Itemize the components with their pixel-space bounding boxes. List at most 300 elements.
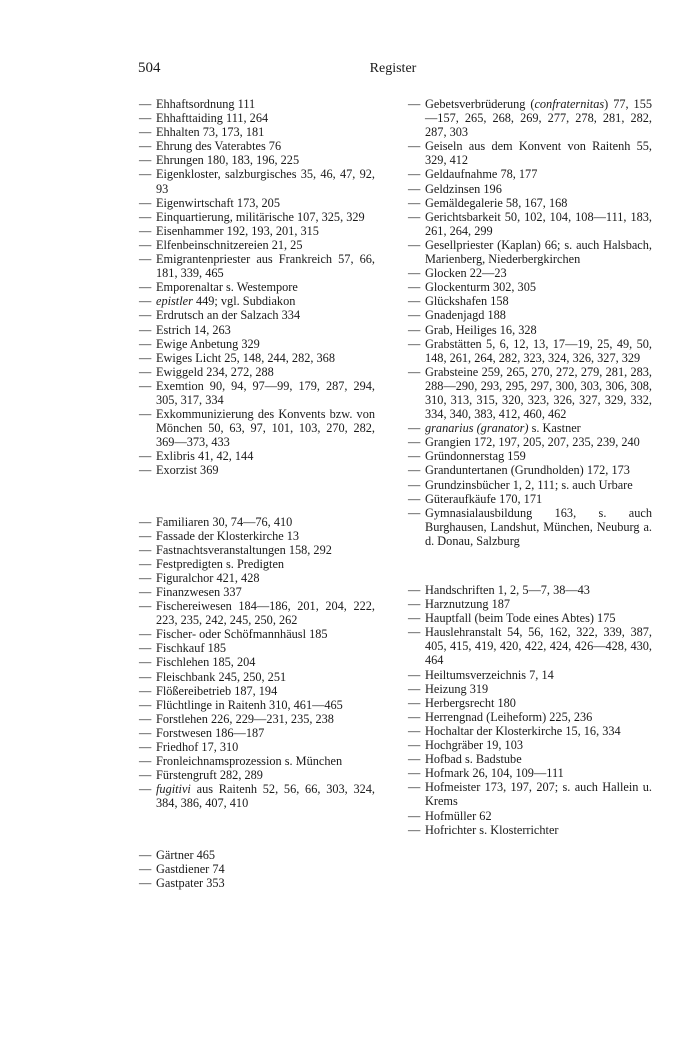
- entry-text: [156, 308, 375, 322]
- entry-text-part: Forstwesen 186—187: [156, 725, 265, 740]
- entry-dash: —: [139, 364, 152, 379]
- entry-dash: —: [139, 655, 152, 670]
- entry-dash: —: [408, 266, 421, 281]
- entry-italic-term: granarius (granator): [425, 421, 529, 436]
- entry-text-part: Grabstätten 5, 6, 12, 13, 17—19, 25, 49, 50, 148, 261, 264, 282, 323, 324, 326, 327, 329: [425, 336, 652, 365]
- index-entry: [139, 196, 375, 210]
- entry-text: [425, 724, 652, 738]
- entry-text-part: Hofrichter s. Klosterrichter: [425, 822, 559, 837]
- index-entry: [139, 585, 375, 599]
- entry-text-part: Gastpater 353: [156, 875, 225, 890]
- entry-text-part: Familiaren 30, 74—76, 410: [156, 514, 293, 529]
- entry-italic-term: epistler: [156, 294, 193, 309]
- entry-text-part: Fischereiwesen 184—186, 201, 204, 222, 223, 235, 242, 245, 250, 262: [156, 599, 375, 628]
- entry-dash: —: [139, 669, 152, 684]
- index-entry: [408, 294, 652, 308]
- index-entry: [139, 543, 375, 557]
- entry-text: [425, 280, 652, 294]
- entry-text: [425, 710, 652, 724]
- entry-dash: —: [139, 125, 152, 140]
- entry-text-part: Ewige Anbetung 329: [156, 336, 260, 351]
- section-gap: [408, 548, 652, 583]
- entry-dash: —: [408, 195, 421, 210]
- entry-text: [425, 583, 652, 597]
- entry-dash: —: [139, 153, 152, 168]
- entry-text-part: Fastnachtsveranstaltungen 158, 292: [156, 542, 332, 557]
- index-entry: [408, 449, 652, 463]
- index-entry: [139, 449, 375, 463]
- entry-text: [425, 435, 652, 449]
- entry-text-part: Ehhaftsordnung 111: [156, 97, 256, 111]
- entry-text-part: Geldzinsen 196: [425, 181, 502, 196]
- index-entry: [139, 754, 375, 768]
- entry-text: [425, 365, 652, 421]
- entry-dash: —: [139, 294, 152, 309]
- entry-dash: —: [408, 597, 421, 612]
- entry-text: [156, 337, 375, 351]
- entry-text-part: Grundzinsbücher 1, 2, 111; s. auch Urbare: [425, 477, 633, 492]
- running-header: Register: [369, 61, 417, 76]
- entry-dash: —: [139, 237, 152, 252]
- index-entry: [139, 876, 375, 890]
- entry-text-part: Erdrutsch an der Salzach 334: [156, 308, 301, 323]
- entry-dash: —: [139, 556, 152, 571]
- entry-dash: —: [139, 542, 152, 557]
- entry-text-part: Herrengnad (Leiheform) 225, 236: [425, 709, 593, 724]
- entry-text: [156, 351, 375, 365]
- index-entry: [408, 365, 652, 421]
- entry-dash: —: [408, 336, 421, 351]
- entry-text-part: Fischer- oder Schöfmannhäusl 185: [156, 627, 328, 642]
- index-entry: [408, 139, 652, 167]
- entry-text-part: Granduntertanen (Grundholden) 172, 173: [425, 463, 630, 478]
- index-entry: [408, 323, 652, 337]
- entry-dash: —: [408, 322, 421, 337]
- index-entry: [408, 710, 652, 724]
- entry-text: [156, 848, 375, 862]
- entry-text-part: s. Kastner: [528, 421, 581, 436]
- entry-text-part: Grangien 172, 197, 205, 207, 235, 239, 240: [425, 435, 640, 450]
- entry-dash: —: [139, 407, 152, 422]
- index-entry: [408, 823, 652, 837]
- entry-dash: —: [408, 667, 421, 682]
- entry-dash: —: [408, 280, 421, 295]
- entry-text: [425, 752, 652, 766]
- entry-dash: —: [408, 181, 421, 196]
- section-gap: [139, 811, 375, 848]
- entry-text: [156, 252, 375, 280]
- entry-dash: —: [139, 252, 152, 267]
- entry-text: [425, 182, 652, 196]
- index-entry: [408, 463, 652, 477]
- entry-text-part: Harznutzung 187: [425, 597, 511, 612]
- index-entry: [408, 210, 652, 238]
- index-entry: [139, 280, 375, 294]
- index-entry: [408, 668, 652, 682]
- entry-text-part: Eigenwirtschaft 173, 205: [156, 195, 280, 210]
- entry-dash: —: [408, 421, 421, 436]
- index-entry: [139, 529, 375, 543]
- index-entry: [139, 515, 375, 529]
- entry-dash: —: [408, 752, 421, 767]
- entry-dash: —: [139, 683, 152, 698]
- index-entry: [408, 809, 652, 823]
- entry-italic-term: fugitivi: [156, 782, 191, 797]
- entry-text-part: Grab, Heiliges 16, 328: [425, 322, 537, 337]
- entry-text-part: Hofmeister 173, 197, 207; s. auch Hallein u. Krems: [425, 780, 652, 809]
- entry-text-part: Emigrantenpriester aus Frankreich 57, 66, 181, 339, 465: [156, 252, 375, 281]
- entry-text: [156, 862, 375, 876]
- entry-dash: —: [139, 139, 152, 154]
- entry-text-part: Heiltumsverzeichnis 7, 14: [425, 667, 554, 682]
- entry-text-part: Gnadenjagd 188: [425, 308, 506, 323]
- entry-text-part: Gemäldegalerie 58, 167, 168: [425, 195, 568, 210]
- entry-text-part: Fischkauf 185: [156, 641, 227, 656]
- entry-text: [425, 809, 652, 823]
- entry-dash: —: [139, 463, 152, 478]
- index-entry: [139, 655, 375, 669]
- entry-text: [156, 712, 375, 726]
- index-entry: [139, 684, 375, 698]
- entry-text-part: Glockenturm 302, 305: [425, 280, 536, 295]
- entry-text-part: Figuralchor 421, 428: [156, 570, 260, 585]
- entry-text-part: Eigenkloster, salzburgisches 35, 46, 47, 92, 93: [156, 167, 375, 196]
- entry-dash: —: [139, 754, 152, 769]
- entry-text-part: Exkommunizierung des Konvents bzw. von Mönchen 50, 63, 97, 101, 103, 270, 282, 369—373, 433: [156, 407, 375, 450]
- entry-text: [425, 337, 652, 365]
- index-entry: [139, 308, 375, 322]
- entry-text-part: Festpredigten s. Predigten: [156, 556, 285, 571]
- entry-text: [156, 125, 375, 139]
- entry-text: [425, 738, 652, 752]
- entry-text-part: Elfenbeinschnitzereien 21, 25: [156, 237, 303, 252]
- entry-text-part: Gebetsverbrüderung (: [425, 97, 535, 111]
- entry-text-part: Emporenaltar s. Westempore: [156, 280, 298, 295]
- entry-dash: —: [408, 139, 421, 154]
- entry-dash: —: [408, 695, 421, 710]
- entry-text: [425, 625, 652, 667]
- index-entry: [408, 724, 652, 738]
- entry-text: [425, 294, 652, 308]
- entry-dash: —: [408, 505, 421, 520]
- entry-text-part: Exorzist 369: [156, 463, 219, 478]
- entry-text: [425, 766, 652, 780]
- entry-text: [156, 684, 375, 698]
- entry-text-part: Handschriften 1, 2, 5—7, 38—43: [425, 583, 590, 597]
- entry-dash: —: [139, 599, 152, 614]
- entry-text: [156, 782, 375, 810]
- index-entry: [139, 712, 375, 726]
- entry-text: [425, 597, 652, 611]
- entry-dash: —: [139, 223, 152, 238]
- entry-dash: —: [139, 308, 152, 323]
- entry-dash: —: [408, 97, 421, 111]
- entry-dash: —: [408, 766, 421, 781]
- index-entry: [408, 308, 652, 322]
- index-entry: [139, 698, 375, 712]
- index-entry: [139, 407, 375, 449]
- entry-text: [156, 585, 375, 599]
- index-entry: [139, 337, 375, 351]
- entry-text: [156, 655, 375, 669]
- entry-text-part: Heizung 319: [425, 681, 489, 696]
- entry-dash: —: [408, 294, 421, 309]
- entry-dash: —: [139, 336, 152, 351]
- index-entry: [408, 696, 652, 710]
- entry-text: [425, 823, 652, 837]
- entry-text: [425, 682, 652, 696]
- entry-text: [156, 670, 375, 684]
- entry-text: [156, 557, 375, 571]
- index-entry: [408, 766, 652, 780]
- entry-text: [156, 379, 375, 407]
- entry-dash: —: [408, 709, 421, 724]
- entry-text: [425, 266, 652, 280]
- entry-text: [425, 696, 652, 710]
- entry-dash: —: [408, 808, 421, 823]
- entry-dash: —: [408, 583, 421, 597]
- entry-dash: —: [408, 463, 421, 478]
- index-entry: [139, 627, 375, 641]
- index-entry: [408, 266, 652, 280]
- entry-text: [156, 627, 375, 641]
- entry-italic-term: confraternitas: [534, 97, 605, 111]
- entry-text: [425, 421, 652, 435]
- index-entry: [408, 506, 652, 548]
- entry-dash: —: [139, 209, 152, 224]
- index-entry: [139, 252, 375, 280]
- entry-text-part: Eisenhammer 192, 193, 201, 315: [156, 223, 319, 238]
- entry-text: [156, 515, 375, 529]
- index-entry: [408, 780, 652, 808]
- entry-text-part: 449; vgl. Subdiakon: [192, 294, 296, 309]
- index-entry: [139, 210, 375, 224]
- entry-dash: —: [139, 711, 152, 726]
- index-entry: [139, 224, 375, 238]
- entry-dash: —: [139, 875, 152, 890]
- index-entry: [408, 337, 652, 365]
- index-entry: [139, 768, 375, 782]
- index-entry: [139, 862, 375, 876]
- entry-text: [156, 726, 375, 740]
- entry-dash: —: [408, 449, 421, 464]
- entry-text: [425, 167, 652, 181]
- entry-dash: —: [139, 528, 152, 543]
- index-entry: [139, 153, 375, 167]
- index-entry: [139, 238, 375, 252]
- entry-text: [156, 111, 375, 125]
- entry-text-part: Fronleichnamsprozession s. München: [156, 754, 343, 769]
- entry-text-part: Hauslehranstalt 54, 56, 162, 322, 339, 387, 405, 415, 419, 420, 422, 424, 426—428, 430, 464: [425, 625, 652, 668]
- entry-dash: —: [139, 195, 152, 210]
- entry-text-part: Fleischbank 245, 250, 251: [156, 669, 287, 684]
- section-gap: [139, 478, 375, 515]
- index-entry: [408, 478, 652, 492]
- entry-dash: —: [139, 378, 152, 393]
- entry-dash: —: [408, 491, 421, 506]
- entry-text: [156, 754, 375, 768]
- entry-text-part: Ehrung des Vaterabtes 76: [156, 139, 282, 154]
- index-entry: [408, 182, 652, 196]
- entry-text-part: Herbergsrecht 180: [425, 695, 516, 710]
- entry-dash: —: [408, 723, 421, 738]
- entry-dash: —: [408, 237, 421, 252]
- entry-text: [156, 139, 375, 153]
- entry-dash: —: [139, 725, 152, 740]
- entry-text-part: Friedhof 17, 310: [156, 740, 239, 755]
- index-entry: [139, 125, 375, 139]
- entry-dash: —: [139, 514, 152, 529]
- entry-text: [425, 780, 652, 808]
- entry-text: [156, 97, 375, 111]
- entry-text-part: Hofbad s. Badstube: [425, 752, 522, 767]
- entry-text: [425, 506, 652, 548]
- index-entry: [408, 738, 652, 752]
- entry-text-part: aus Raitenh 52, 56, 66, 303, 324, 384, 386, 407, 410: [156, 782, 375, 811]
- entry-text-part: Exemtion 90, 94, 97—99, 179, 287, 294, 305, 317, 334: [156, 378, 375, 407]
- index-entry: [139, 571, 375, 585]
- entry-text: [425, 611, 652, 625]
- entry-text: [156, 698, 375, 712]
- page-number: 504: [138, 60, 161, 76]
- entry-text-part: Geldaufnahme 78, 177: [425, 167, 538, 182]
- index-entry: [408, 682, 652, 696]
- index-entry: [408, 280, 652, 294]
- entry-text-part: Einquartierung, militärische 107, 325, 329: [156, 209, 365, 224]
- index-entry: [139, 463, 375, 477]
- entry-dash: —: [139, 322, 152, 337]
- entry-text: [156, 153, 375, 167]
- entry-text-part: Fischlehen 185, 204: [156, 655, 256, 670]
- entry-dash: —: [408, 308, 421, 323]
- entry-text: [425, 463, 652, 477]
- entry-text-part: Hauptfall (beim Tode eines Abtes) 175: [425, 611, 616, 626]
- entry-text-part: Finanzwesen 337: [156, 585, 242, 599]
- entry-dash: —: [139, 740, 152, 755]
- entry-dash: —: [408, 738, 421, 753]
- index-entry: [139, 557, 375, 571]
- entry-dash: —: [139, 97, 152, 111]
- index-entry: [139, 351, 375, 365]
- entry-text-part: Glocken 22—23: [425, 266, 507, 281]
- entry-text-part: Ewiggeld 234, 272, 288: [156, 364, 274, 379]
- entry-text-part: Grabsteine 259, 265, 270, 272, 279, 281, 283, 288—290, 293, 295, 297, 300, 303, 306, 308, 310, 313, 315, 320, 323, 326, 327, 329, 332, 334, 340, 383, 412, 460, 462: [425, 364, 652, 422]
- entry-text: [156, 294, 375, 308]
- entry-dash: —: [139, 641, 152, 656]
- index-entry: [139, 97, 375, 111]
- entry-dash: —: [408, 780, 421, 795]
- entry-text: [156, 167, 375, 195]
- entry-text: [156, 543, 375, 557]
- entry-dash: —: [139, 350, 152, 365]
- entry-text-part: Fassade der Klosterkirche 13: [156, 528, 300, 543]
- entry-text-part: Ehrungen 180, 183, 196, 225: [156, 153, 300, 168]
- entry-text-part: Hochaltar der Klosterkirche 15, 16, 334: [425, 723, 621, 738]
- entry-text-part: Gärtner 465: [156, 847, 216, 862]
- entry-dash: —: [139, 111, 152, 126]
- entry-text: [425, 308, 652, 322]
- entry-dash: —: [139, 697, 152, 712]
- entry-text: [156, 641, 375, 655]
- entry-dash: —: [408, 611, 421, 626]
- entry-dash: —: [139, 449, 152, 464]
- entry-text: [156, 768, 375, 782]
- entry-text: [425, 449, 652, 463]
- entry-text: [156, 238, 375, 252]
- index-entry: [139, 848, 375, 862]
- entry-text-part: Gastdiener 74: [156, 861, 225, 876]
- entry-text: [156, 876, 375, 890]
- entry-text-part: Forstlehen 226, 229—231, 235, 238: [156, 711, 334, 726]
- entry-text-part: Ewiges Licht 25, 148, 244, 282, 368: [156, 350, 335, 365]
- entry-text-part: Hochgräber 19, 103: [425, 738, 524, 753]
- index-entry: [408, 167, 652, 181]
- entry-text-part: Hofmüller 62: [425, 808, 492, 823]
- entry-text-part: Estrich 14, 263: [156, 322, 231, 337]
- entry-dash: —: [408, 209, 421, 224]
- entry-text: [425, 323, 652, 337]
- entry-text-part: Flößereibetrieb 187, 194: [156, 683, 278, 698]
- entry-text: [156, 196, 375, 210]
- entry-dash: —: [408, 822, 421, 837]
- entry-text: [156, 210, 375, 224]
- entry-text-part: ) 77, 155—157, 265, 268, 269, 277, 278, 281, 282, 287, 303: [425, 97, 652, 140]
- entry-text-part: Glückshafen 158: [425, 294, 509, 309]
- index-entry: [408, 583, 652, 597]
- entry-dash: —: [408, 167, 421, 182]
- entry-text: [156, 740, 375, 754]
- entry-text-part: Hofmark 26, 104, 109—111: [425, 766, 564, 781]
- index-entry: [408, 97, 652, 139]
- entry-dash: —: [408, 477, 421, 492]
- entry-dash: —: [139, 861, 152, 876]
- index-entry: [139, 365, 375, 379]
- entry-text-part: Güteraufkäufe 170, 171: [425, 491, 543, 506]
- index-entry: [139, 323, 375, 337]
- entry-text: [156, 571, 375, 585]
- entry-dash: —: [139, 782, 152, 797]
- index-entry: [139, 111, 375, 125]
- entry-text-part: Exlibris 41, 42, 144: [156, 449, 254, 464]
- index-column-right: [408, 97, 652, 837]
- entry-text: [425, 668, 652, 682]
- entry-text: [156, 529, 375, 543]
- index-entry: [408, 435, 652, 449]
- index-entry: [139, 740, 375, 754]
- entry-dash: —: [139, 570, 152, 585]
- entry-text: [156, 407, 375, 449]
- index-entry: [139, 139, 375, 153]
- entry-dash: —: [139, 768, 152, 783]
- index-entry: [408, 421, 652, 435]
- entry-text: [425, 139, 652, 167]
- entry-dash: —: [408, 435, 421, 450]
- index-entry: [408, 238, 652, 266]
- entry-text: [425, 196, 652, 210]
- entry-dash: —: [408, 625, 421, 640]
- entry-text: [156, 463, 375, 477]
- entry-text: [156, 323, 375, 337]
- entry-text: [156, 599, 375, 627]
- entry-dash: —: [139, 847, 152, 862]
- entry-text-part: Ehhalten 73, 173, 181: [156, 125, 265, 140]
- index-entry: [139, 167, 375, 195]
- entry-text-part: Gründonnerstag 159: [425, 449, 526, 464]
- entry-dash: —: [139, 627, 152, 642]
- index-entry: [139, 379, 375, 407]
- entry-text: [425, 478, 652, 492]
- index-entry: [408, 611, 652, 625]
